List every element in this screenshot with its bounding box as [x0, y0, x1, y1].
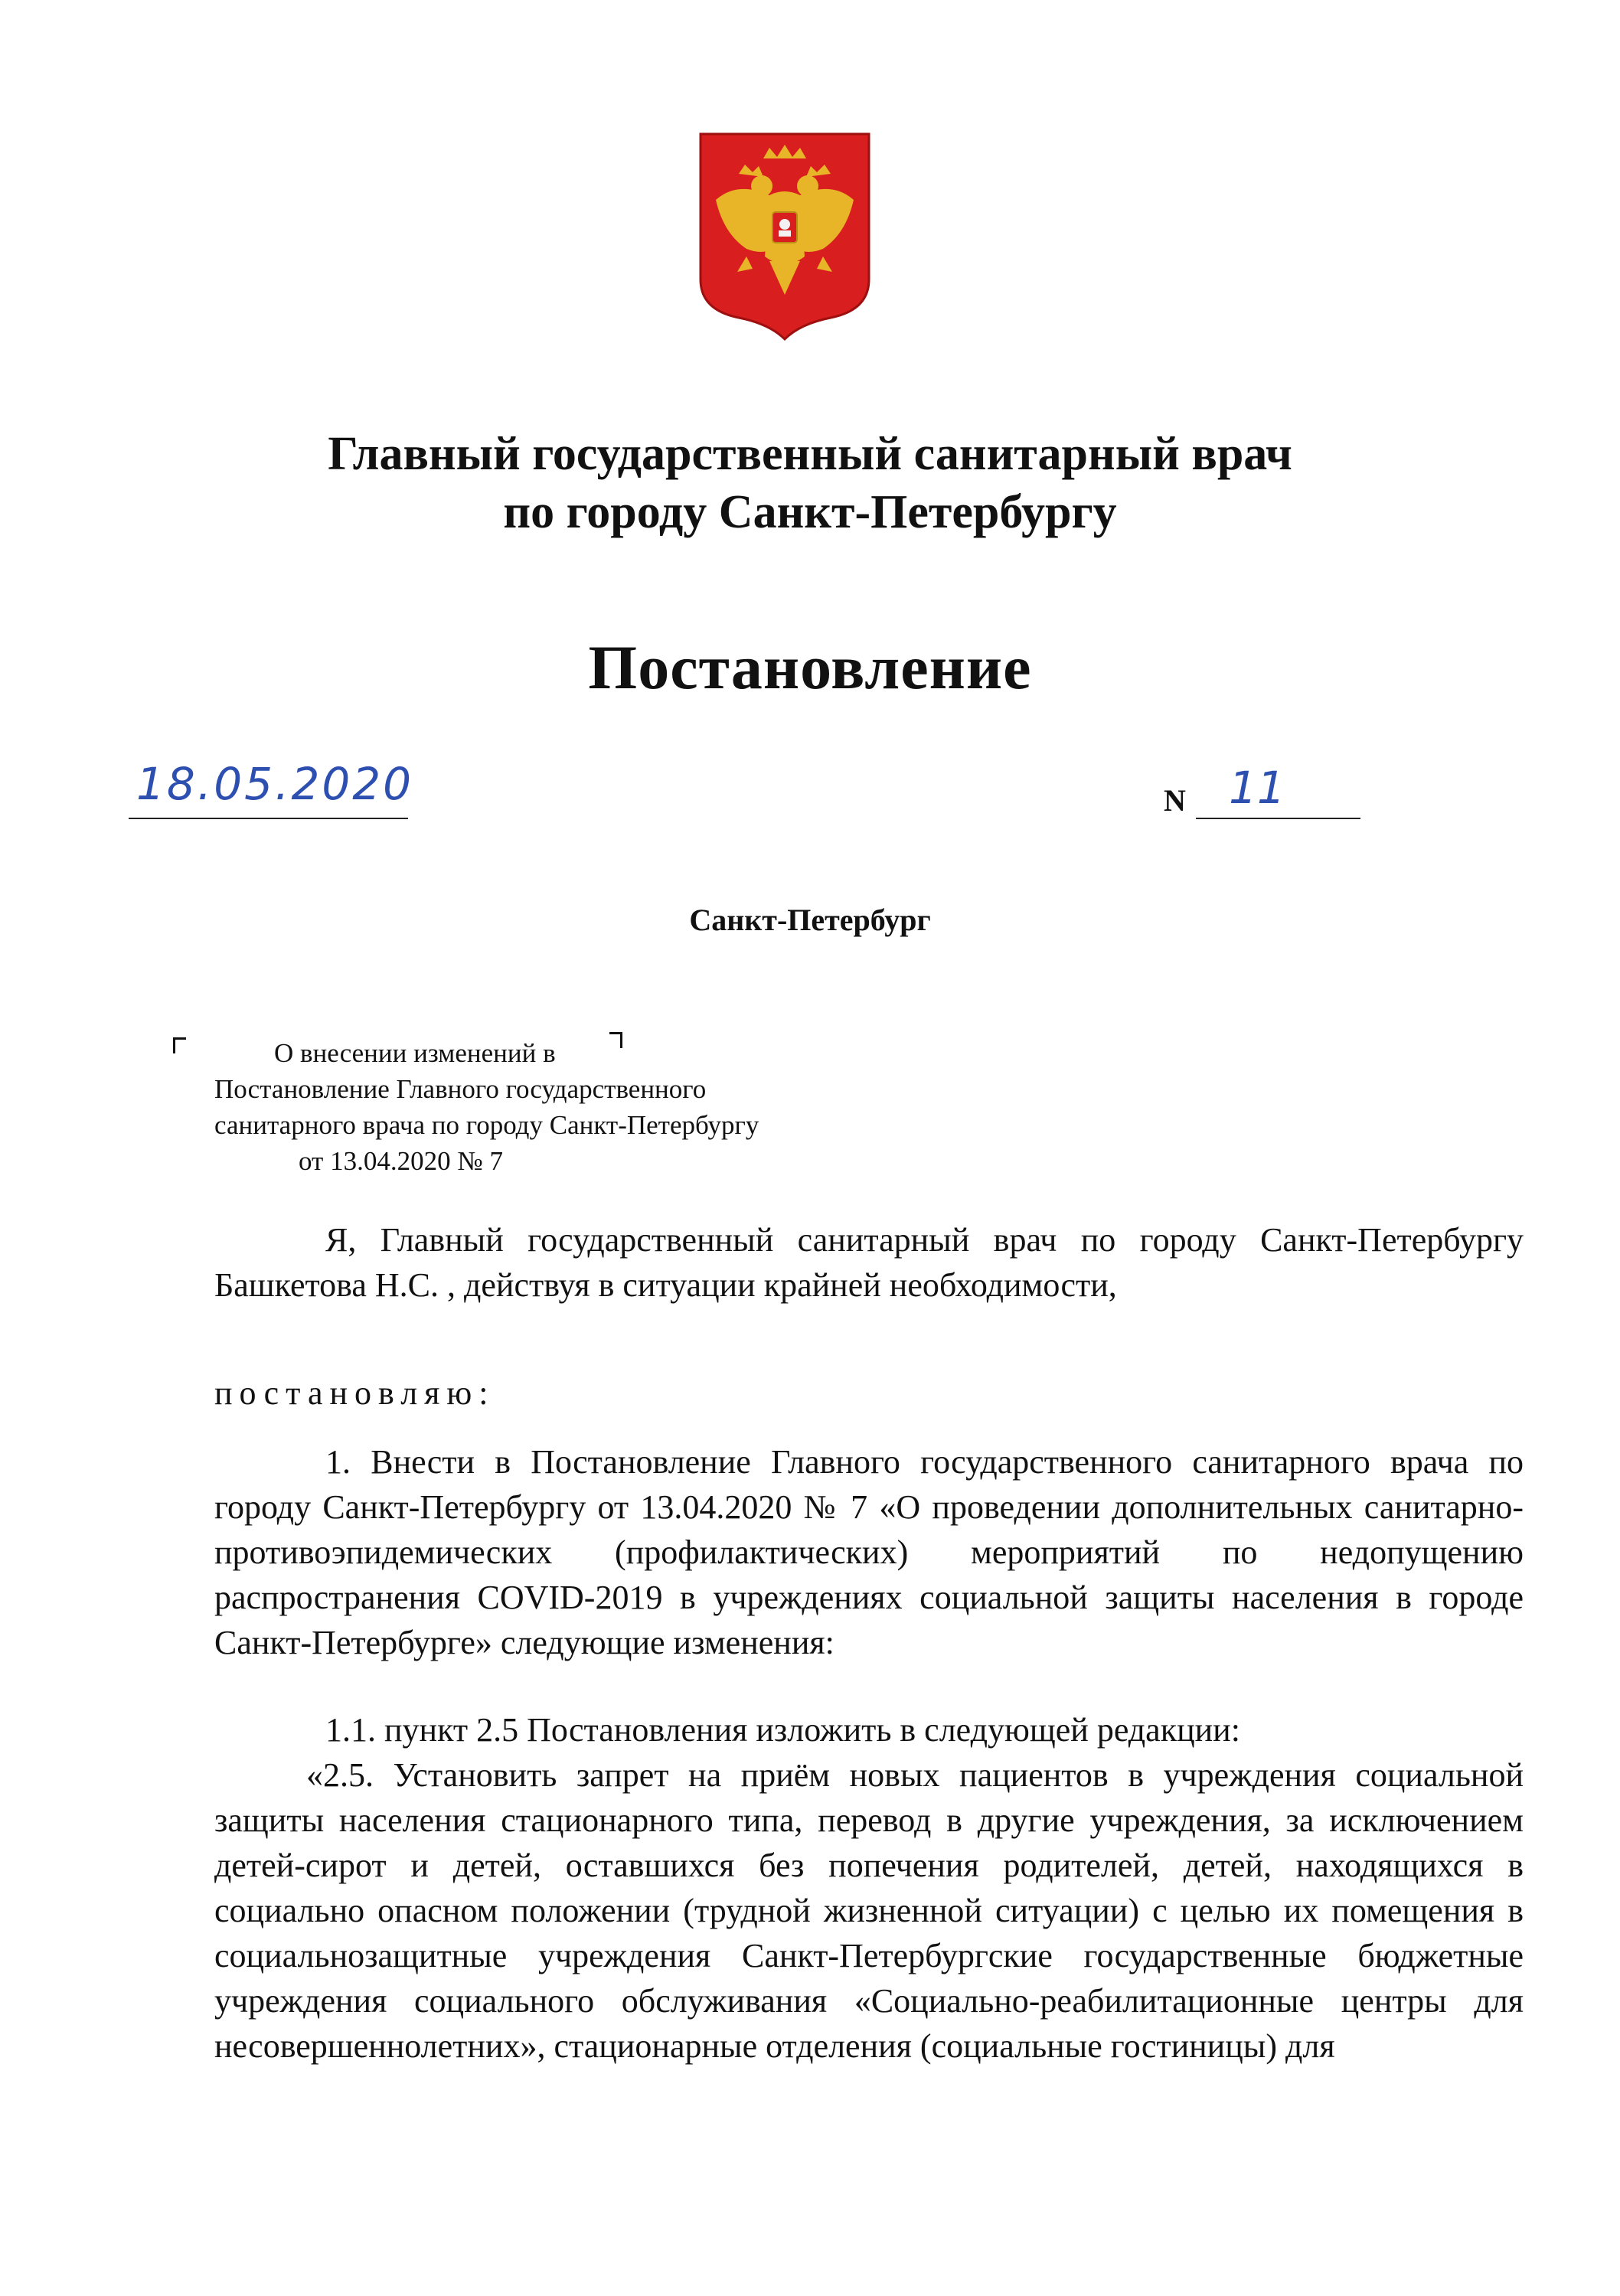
number-label: N: [1164, 783, 1186, 818]
handwritten-number: 11: [1229, 762, 1285, 814]
subject-block: [214, 1035, 759, 1179]
decree-word: постановляю:: [214, 1374, 495, 1412]
subject-line-2: Постановление Главного государственного: [214, 1074, 707, 1104]
document-type-title: Постановление: [588, 632, 1032, 702]
subject-line-1: О внесении изменений в: [274, 1038, 556, 1068]
item-2-5-paragraph: «2.5. Установить запрет на приём новых пациентов в учреждения социальной защиты населения стационарного типа, перевод в другие учреждения, за исключением детей-сирот и детей, оставшихся без попечения родителей, детей, находящихся в социально опасном положении (трудной жизненной ситуации) с целью их помещения в социальнозащитные учреждения Санкт-Петербургские государственные бюджетные учреждения социального обслуживания «Социально-реабилитационные центры для несовершеннолетних», стационарные отделения (социальные гостиницы) для: [214, 1756, 1524, 2065]
authority-title: [0, 425, 1620, 541]
subject-line-4: от 13.04.2020 № 7: [299, 1146, 503, 1176]
intro-paragraph: Я, Главный государственный санитарный врач по городу Санкт-Петербургу Башкетова Н.С. , действуя в ситуации крайней необходимости,: [214, 1221, 1524, 1304]
subject-bracket-left: [173, 1037, 186, 1053]
handwritten-date: 18.05.2020: [136, 758, 414, 810]
city-name: Санкт-Петербург: [689, 903, 931, 937]
item-1-paragraph: 1. Внести в Постановление Главного государственного санитарного врача по городу Санкт-Петербургу от 13.04.2020 № 7 «О проведении дополнительных санитарно-противоэпидемических (профилактических) мероприятий по недопущению распространения COVID-2019 в учреждениях социальной защиты населения в городе Санкт-Петербурге» следующие изменения:: [214, 1443, 1524, 1661]
authority-line-1: Главный государственный санитарный врач: [328, 428, 1292, 480]
subject-line-3: санитарного врача по городу Санкт-Петербургу: [214, 1110, 759, 1140]
date-underline: [129, 818, 408, 819]
item-1-1-paragraph: 1.1. пункт 2.5 Постановления изложить в следующей редакции:: [325, 1711, 1240, 1749]
authority-line-2: по городу Санкт-Петербургу: [503, 486, 1117, 538]
russian-coat-of-arms-icon: [693, 126, 877, 341]
number-underline: [1196, 818, 1360, 819]
